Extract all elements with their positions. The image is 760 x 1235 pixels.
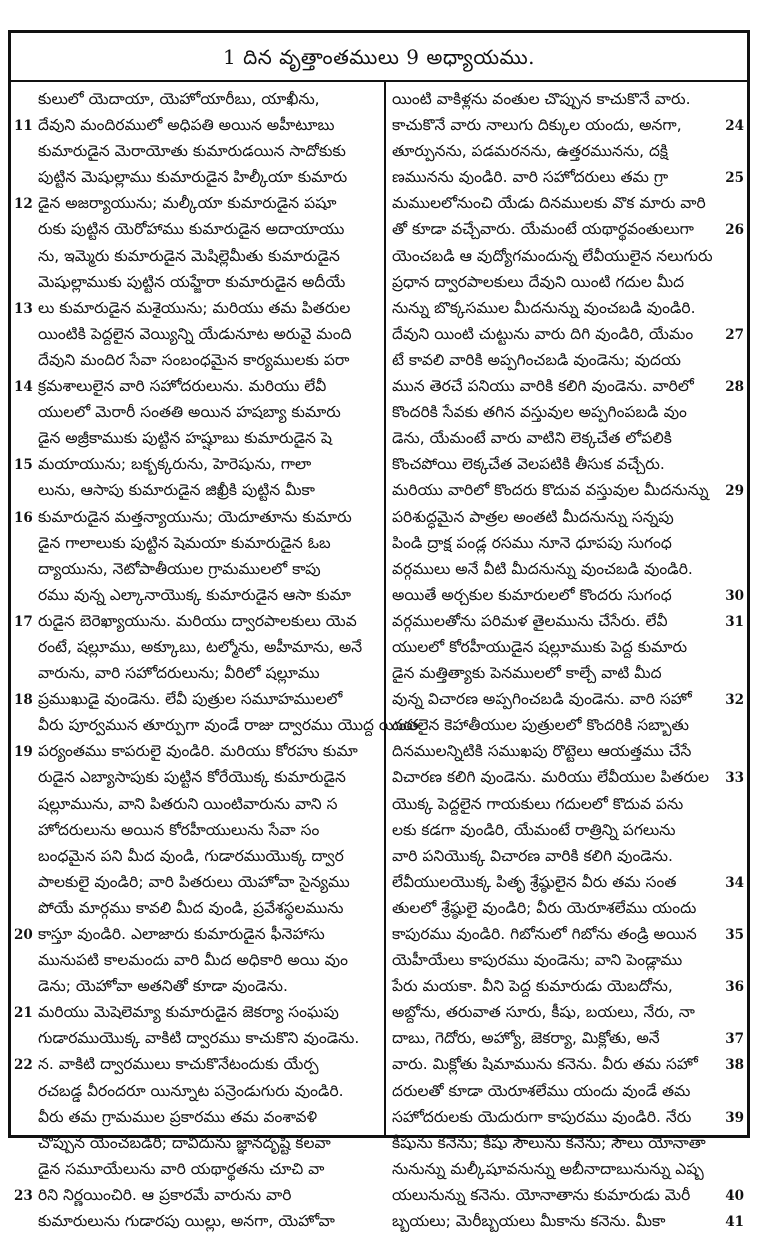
text-line — [14, 791, 378, 817]
line-text: ను, ఇమ్మెరు కుమారుడైన మెషిల్లెమీతు కుమారుడైన — [38, 246, 340, 265]
text-line — [392, 582, 744, 608]
line-text: దరులతో కూడా యెరూశలేము యందు వుండే తమ — [392, 1081, 691, 1100]
verse-number: 15 — [14, 457, 33, 474]
text-line — [14, 582, 378, 608]
text-line — [392, 973, 744, 999]
line-text: కీషును కనెను; కీషు సౌలును కనెను; సౌలు యోనాతా — [392, 1133, 706, 1152]
line-text: పాలకులై వుండిరి; వారి పితరులు యెహోవా సైన్యము — [38, 872, 350, 891]
line-text: దేవుని యింటి చుట్టును వారు దిగి వుండిరి, యేమం — [392, 324, 694, 343]
line-text: వున్న విచారణ అప్పగించబడి వుండెను. వారి సహో — [392, 690, 692, 709]
text-line — [14, 112, 378, 138]
line-text: మెషుల్లాముకు పుట్టిన యహ్జేరా కుమారుడైన అదీయే — [38, 272, 346, 291]
verse-number: 13 — [14, 300, 33, 317]
text-line — [392, 869, 744, 895]
line-text: చొప్పున యెంచబడిరి; దావీదును జ్ఞానదృష్టి కలవా — [38, 1133, 331, 1152]
text-line — [14, 1208, 378, 1234]
line-text: ద్యాయును, నెటోపాతీయుల గ్రామములలో కాపు — [38, 559, 321, 578]
line-text: రచబడ్డ వీరందరూ యిన్నూట పన్రెండుగురు వుండిరి. — [38, 1081, 344, 1100]
text-line — [14, 660, 378, 686]
text-line — [14, 712, 419, 738]
verse-number: 25 — [725, 170, 744, 187]
text-line — [392, 1208, 744, 1234]
verse-number: 35 — [725, 927, 744, 943]
line-text: పుట్టిన మెషుల్లాము కుమారుడైన హిల్కీయా కుమారు — [38, 168, 348, 187]
line-text: దినములన్నిటికి సముఖపు రొట్టెలు ఆయత్తము చేసే — [392, 742, 692, 761]
text-line — [14, 504, 378, 530]
text-line — [392, 321, 744, 347]
line-text: కులులో యెదాయా, యెహోయారీబు, యాఖీను, — [38, 90, 320, 108]
text-line — [14, 999, 378, 1025]
line-text: మయాయును; బక్బక్కరును, హెరెషును, గాలా — [38, 455, 312, 474]
line-text: ణమునను వుండిరి. వారి సహోదరులు తమ గ్రా — [392, 168, 669, 187]
line-text: డైన అజర్యాయును; మల్కీయా కుమారుడైన పషూ — [38, 194, 337, 213]
line-text: బంధమైన పని మీద వుండి, గుడారముయొక్క ద్వార — [38, 846, 344, 865]
line-text: లేవీయులయొక్క పితృ శ్రేష్ఠులైన వీరు తమ సంత — [392, 872, 677, 891]
verse-number: 30 — [725, 587, 744, 604]
line-text: దేవుని మందిరములో అధిపతి అయిన అహీటూబు — [38, 116, 335, 135]
text-line — [392, 1025, 744, 1051]
text-line — [392, 504, 744, 530]
verse-number: 17 — [14, 613, 33, 630]
text-line — [392, 608, 744, 634]
verse-number: 41 — [725, 1214, 744, 1231]
line-text: మరియు మెషెలెమ్యా కుమారుడైన జెకర్యా సంఘపు — [38, 1003, 339, 1022]
line-text: వర్గములతోను పరిమళ తైలమును చేసేరు. లేవీ — [392, 611, 668, 630]
verse-number: 32 — [725, 692, 744, 709]
line-text: అబ్దోను, తరువాత సూరు, కీషు, బయలు, నేరు, నా — [392, 1003, 695, 1022]
text-line — [392, 190, 744, 216]
line-text: డెను; యెహోవా అతనితో కూడా వుండెను. — [38, 977, 288, 996]
text-line — [14, 399, 378, 425]
line-text: కుమారులును గుడారపు యిల్లు, అనగా, యెహోవా — [38, 1212, 335, 1231]
line-text: విచారణ కలిగి వుండెను. మరియు లేవీయుల పితరుల — [392, 768, 710, 787]
verse-number: 24 — [725, 118, 744, 135]
line-text: యులలో మెరారీ సంతతి అయిన హషబ్యా కుమారు — [38, 403, 341, 422]
line-text: పోయే మార్గము కావలి మీద వుండి, ప్రవేశస్థలమును — [38, 898, 344, 917]
text-line — [392, 843, 744, 869]
text-line — [392, 347, 744, 373]
text-line — [14, 1104, 378, 1130]
text-line — [14, 269, 378, 295]
line-text: తులలో శ్రేష్ఠులై వుండిరి; వీరు యెరూశలేము యందు — [392, 898, 697, 917]
line-text: యులలో కోరహీయుడైన షల్లూముకు పెద్ద కుమారు — [392, 637, 688, 656]
line-text: మరియు వారిలో కొందరు కొదువ వస్తువుల మీదనున్ను — [392, 481, 709, 500]
text-line — [392, 712, 744, 738]
text-line — [14, 764, 378, 790]
line-text: డైన గాలాలుకు పుట్టిన షెమయా కుమారుడైన ఓబ — [38, 533, 331, 552]
text-line — [14, 1130, 378, 1156]
header-divider — [8, 80, 750, 82]
line-text: నునున్ను మల్కీషూవనున్ను అబీనాదాబునున్ను ఎష్బ — [392, 1159, 704, 1178]
line-text: పర్యంతము కాపరులై వుండిరి. మరియు కోరహు కుమా — [38, 742, 358, 761]
line-text: వారును, వారి సహోదరులును; వీరిలో షల్లూము — [38, 664, 320, 683]
text-line — [14, 634, 378, 660]
verse-number: 14 — [14, 379, 33, 396]
text-line — [14, 1051, 378, 1077]
line-text: యింటి వాకిళ్లను వంతుల చొప్పున కాచుకొనే వారు. — [392, 90, 691, 108]
line-text: లును, ఆసాపు కుమారుడైన జిఖ్రీకి పుట్టిన మీకా — [38, 481, 315, 500]
verse-number: 22 — [14, 1057, 33, 1074]
verse-number: 19 — [14, 744, 33, 761]
text-line — [14, 373, 378, 399]
text-line — [14, 686, 378, 712]
line-text: కాస్తూ వుండిరి. ఎలాజారు కుమారుడైన ఫీనెహాసు — [38, 925, 325, 943]
text-line — [392, 921, 744, 947]
line-text: డెను, యేమంటే వారు వాటిని లెక్కచేత లోపలికి — [392, 429, 672, 448]
line-text: దరులైన కెహాతీయుల పుత్రులలో కొందరికి సబ్బాతు — [392, 716, 689, 735]
line-text: యొక్క పెద్దలైన గాయకులు గదులలో కొదువ పను — [392, 794, 684, 813]
page-title: 1 దిన వృత్తాంతములు 9 అధ్యాయము. — [223, 45, 535, 69]
line-text: వీరు తమ గ్రామముల ప్రకారము తమ వంశావళి — [38, 1107, 318, 1126]
line-text: కొంచపోయి లెక్కచేత వెలపటికి తీసుక వచ్చేరు. — [392, 455, 665, 474]
line-text: తో కూడా వచ్చేవారు. యేమంటే యథార్థవంతులుగా — [392, 220, 694, 239]
line-text: దేవుని మందిర సేవా సంబంధమైన కార్యములకు పరా — [38, 350, 350, 369]
line-text: యలునున్ను కనెను. యోనాతాను కుమారుడు మెరీ — [392, 1185, 691, 1204]
text-line — [14, 164, 378, 190]
text-line — [392, 791, 744, 817]
text-line — [14, 556, 378, 582]
column-divider — [384, 82, 386, 1136]
line-text: కాచుకొనే వారు నాలుగు దిక్కుల యందు, అనగా, — [392, 116, 682, 135]
text-line — [14, 973, 378, 999]
text-line — [392, 1104, 744, 1130]
line-text: రుకు పుట్టిన యెరోహాము కుమారుడైన అదాయాయు — [38, 220, 345, 239]
text-line — [14, 738, 378, 764]
line-text: హోదరులును అయిన కోరహీయులును సేవా సం — [38, 820, 320, 839]
line-text: అయితే అర్చకుల కుమారులలో కొందరు సుగంధ — [392, 585, 672, 604]
text-line — [14, 947, 378, 973]
line-text: యింటికి పెద్దలైన వెయ్యిన్ని యేడునూట అరువై మంది — [38, 324, 352, 343]
text-line — [392, 451, 744, 477]
text-line — [14, 895, 378, 921]
text-line — [14, 347, 378, 373]
verse-number: 16 — [14, 509, 33, 526]
line-text: కాపురము వుండిరి. గిబోనులో గిబోను తండ్రి అయిన — [392, 925, 697, 943]
verse-number: 11 — [14, 118, 33, 135]
line-text: పరిశుద్ధమైన పాత్రల అంతటి మీదనున్ను సన్నపు — [392, 507, 674, 526]
text-line — [392, 138, 744, 164]
line-text: రిని నిర్ణయించిరి. ఆ ప్రకారమే వారును వారి — [38, 1185, 292, 1204]
text-line — [392, 634, 744, 660]
text-line — [14, 477, 378, 503]
text-line — [14, 425, 378, 451]
text-line — [392, 399, 744, 425]
text-line — [392, 1051, 744, 1077]
line-text: రుడైన బెరెఖ్యాయును. మరియు ద్వారపాలకులు యెవ — [38, 611, 357, 630]
text-line — [14, 817, 378, 843]
verse-number: 12 — [14, 196, 33, 213]
verse-number: 39 — [725, 1109, 744, 1126]
line-text: రుడైన ఎబ్యాసాపుకు పుట్టిన కోరేయొక్క కుమారుడైన — [38, 768, 346, 787]
text-line — [392, 999, 744, 1025]
line-text: లకు కడగా వుండిరి, యేమంటే రాత్రిన్ని పగలును — [392, 820, 676, 839]
verse-number: 40 — [725, 1187, 744, 1204]
verse-number: 31 — [725, 613, 744, 630]
verse-number: 18 — [14, 692, 33, 709]
text-line — [392, 164, 744, 190]
line-text: బ్బయలు; మెరీబ్బయలు మీకాను కనెను. మీకా — [392, 1212, 666, 1231]
verse-number: 26 — [725, 222, 744, 239]
verse-number: 38 — [725, 1057, 744, 1074]
line-text: యెహీయేలు కాపురము వుండెను; వాని పెండ్లాము — [392, 951, 683, 970]
text-line — [392, 817, 744, 843]
line-text: కుమారుడైన మెరాయోతు కుమారుడయిన సాదోకుకు — [38, 142, 346, 161]
text-line — [14, 608, 378, 634]
verse-number: 28 — [725, 379, 744, 396]
text-line — [392, 295, 744, 321]
line-text: క్రమశాలులైన వారి సహోదరులును. మరియు లేవీ — [38, 377, 327, 396]
line-text: షల్లూమును, వాని పితరుని యింటివారును వాని స — [38, 794, 338, 813]
line-text: న. వాకిటి ద్వారములు కాచుకొనేటందుకు యేర్ప — [38, 1055, 319, 1074]
text-line — [392, 660, 744, 686]
line-text: తూర్పునను, పడమరనను, ఉత్తరమునను, దక్షి — [392, 142, 669, 161]
line-text: టే కావలి వారికి అప్పగించబడి వుండెను; వుదయ — [392, 350, 681, 369]
line-text: నున్ను బొక్కసముల మీదనున్ను వుంచబడి వుండిరి. — [392, 298, 696, 317]
verse-number: 29 — [725, 483, 744, 500]
verse-number: 33 — [725, 770, 744, 787]
text-line — [14, 451, 378, 477]
line-text: డైన అజ్రీకాముకు పుట్టిన హష్షూబు కుమారుడైన షె — [38, 429, 332, 448]
text-line — [392, 243, 744, 269]
line-text: పేరు మయకా. వీని పెద్ద కుమారుడు యెబదోను, — [392, 977, 673, 996]
line-text: ప్రధాన ద్వారపాలకులు దేవుని యింటి గదుల మీద — [392, 272, 685, 291]
line-text: రంటే, షల్లూము, అక్కూబు, టల్మోను, అహీమాను, అనే — [38, 637, 363, 656]
line-text: పిండి ద్రాక్ష పండ్ల రసము నూనె ధూపపు సుగంధ — [392, 533, 672, 552]
text-line — [392, 373, 744, 399]
text-line — [14, 921, 378, 947]
line-text: ప్రముఖుడై వుండెను. లేవీ పుత్రుల సమూహములలో — [38, 690, 343, 709]
line-text: రము వున్న ఎల్కానాయొక్క కుమారుడైన ఆసా కుమా — [38, 585, 352, 604]
text-line — [392, 1130, 744, 1156]
verse-number: 34 — [725, 874, 744, 891]
text-line — [14, 86, 378, 112]
text-line — [14, 321, 378, 347]
text-line — [392, 1182, 744, 1208]
text-line — [14, 295, 378, 321]
text-line — [14, 530, 378, 556]
line-text: వీరు పూర్వమున తూర్పుగా వుండే రాజు ద్వారము యొద్ద యింత — [38, 716, 419, 735]
line-text: మున తెరచే పనియు వారికి కలిగి వుండెను. వారిలో — [392, 377, 694, 396]
text-line — [392, 686, 744, 712]
text-line — [392, 530, 744, 556]
text-line — [392, 425, 744, 451]
line-text: కొందరికి సేవకు తగిన వస్తువుల అప్పగింపబడి వుం — [392, 403, 687, 422]
line-text: లు కుమారుడైన మశైయును; మరియు తమ పితరుల — [38, 298, 351, 317]
line-text: గుడారముయొక్క వాకిటి ద్వారము కాచుకొని వుండెను. — [38, 1029, 360, 1048]
text-line — [392, 1078, 744, 1104]
verse-number: 20 — [14, 927, 33, 943]
text-line — [14, 869, 378, 895]
text-line — [392, 216, 744, 242]
text-line — [392, 112, 744, 138]
text-line — [392, 895, 744, 921]
text-line — [14, 243, 378, 269]
line-text: డైన మత్తిత్యాకు పెనములలో కాల్చే వాటి మీద — [392, 664, 662, 683]
text-line — [14, 190, 378, 216]
verse-number: 21 — [14, 1005, 33, 1022]
right-text-column — [392, 86, 744, 1231]
text-line — [392, 764, 744, 790]
verse-number: 23 — [14, 1187, 33, 1204]
line-text: కుమారుడైన మత్తన్యాయును; యెదూతూను కుమారు — [38, 507, 352, 526]
text-line — [392, 477, 744, 503]
line-text: దాబు, గెదోరు, అహ్యో, జెకర్యా, మిక్లోతు, అనే — [392, 1029, 660, 1048]
text-line — [14, 216, 378, 242]
text-line — [392, 738, 744, 764]
line-text: మములలోనుంచి యేడు దినములకు వొక మారు వారి — [392, 194, 706, 213]
text-line — [392, 947, 744, 973]
text-line — [14, 1025, 378, 1051]
line-text: సహోదరులకు యెదురుగా కాపురము వుండిరి. నేరు — [392, 1107, 692, 1126]
line-text: మునుపటి కాలమందు వారి మీద అధికారి అయి వుం — [38, 951, 348, 970]
line-text: వర్గములు అనే వీటి మీదనున్ను వుంచబడి వుండిరి. — [392, 559, 693, 578]
text-line — [392, 269, 744, 295]
verse-number: 36 — [725, 979, 744, 996]
verse-number: 37 — [725, 1031, 744, 1048]
text-line — [14, 1156, 378, 1182]
verse-number: 27 — [725, 326, 744, 343]
text-line — [14, 843, 378, 869]
line-text: వారి పనియొక్క విచారణ వారికి కలిగి వుండెను. — [392, 846, 673, 865]
line-text: డైన సమూయేలును వారి యథార్థతను చూచి వా — [38, 1159, 325, 1178]
text-line — [392, 86, 744, 112]
line-text: వారు. మిక్లోతు షిమామును కనెను. వీరు తమ సహో — [392, 1055, 698, 1074]
text-line — [392, 556, 744, 582]
line-text: యెంచబడి ఆ వుద్యోగమందున్న లేవీయులైన నలుగురు — [392, 246, 713, 265]
text-line — [14, 138, 378, 164]
left-text-column — [14, 86, 419, 1231]
text-line — [14, 1078, 378, 1104]
text-line — [392, 1156, 744, 1182]
text-line — [14, 1182, 378, 1208]
